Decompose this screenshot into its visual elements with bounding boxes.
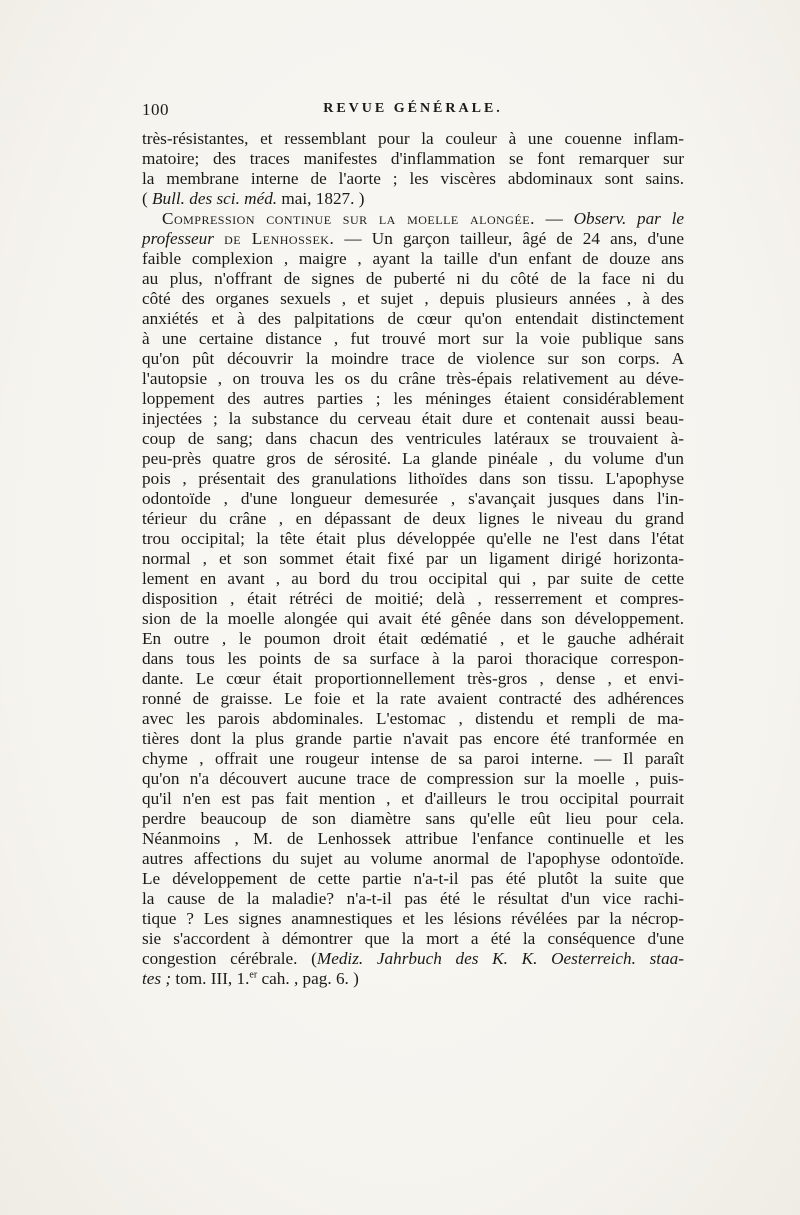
heading-dash: — (534, 209, 574, 228)
text-line: Le développement de cette partie n'a-t-il pas été plutôt la suite que (142, 869, 684, 888)
text-line: faible complexion , maigre , ayant la taille d'un enfant de douze ans (142, 249, 684, 268)
text-line: très-résistantes, et ressemblant pour la couleur à une couenne inflam- (142, 129, 684, 148)
text-line: anxiétés et à des palpitations de cœur qu'on entendait distinctement (142, 309, 684, 328)
section-heading: Compression continue sur la moelle alongée. (162, 209, 535, 228)
text-fragment: congestion cérébrale. ( (142, 949, 317, 968)
text-line: qu'il n'en est pas fait mention , et d'ailleurs le trou occipital pourrait (142, 789, 684, 808)
professor-label: professeur (142, 229, 214, 248)
text-line: Néanmoins , M. de Lenhossek attribue l'enfance continuelle et les (142, 829, 684, 848)
text-line: côté des organes sexuels , et sujet , depuis plusieurs années , à des (142, 289, 684, 308)
text-fragment: — Un garçon tailleur, âgé de 24 ans, d'une (334, 229, 684, 248)
citation-volume: tom. III, 1. (171, 969, 250, 988)
text-line: la membrane interne de l'aorte ; les viscères abdominaux sont sains. (142, 169, 684, 188)
text-line: odontoïde , d'une longueur demesurée , s'avançait jusques dans l'in- (142, 489, 684, 508)
citation-prefix: ( (142, 189, 153, 208)
text-line: sie s'accordent à démontrer que la mort a été la conséquence d'une (142, 929, 684, 948)
citation-page: cah. , pag. 6. ) (257, 969, 359, 988)
text-line: lement en avant , au bord du trou occipital qui , par suite de cette (142, 569, 684, 588)
text-line: autres affections du sujet au volume anormal de l'apophyse odontoïde. (142, 849, 684, 868)
text-line: à une certaine distance , fut trouvé mort sur la voie publique sans (142, 329, 684, 348)
observer-label: Observ. par le (573, 209, 684, 228)
running-head: REVUE GÉNÉRALE. (323, 101, 503, 116)
text-line: trou occipital; la tête était plus développée qu'elle ne l'est dans l'état (142, 529, 684, 548)
text-line: En outre , le poumon droit était œdématié , et le gauche adhérait (142, 629, 684, 648)
text-line: la cause de la maladie? n'a-t-il pas été le résultat d'un vice rachi- (142, 889, 684, 908)
text-line: disposition , était rétréci de moitié; delà , resserrement et compres- (142, 589, 684, 608)
body-text (142, 129, 684, 989)
page-header (142, 100, 684, 124)
section-heading-line (142, 209, 684, 229)
text-line: loppement des autres parties ; les méninges étaient considérablement (142, 389, 684, 408)
text-line: chyme , offrait une rougeur intense de sa paroi interne. — Il paraît (142, 749, 684, 768)
citation-source: Bull. des sci. méd. (152, 189, 278, 208)
citation-line (142, 189, 684, 209)
ordinal-suffix: er (249, 969, 258, 981)
text-line: peu-près quatre gros de sérosité. La glande pinéale , du volume d'un (142, 449, 684, 468)
paragraph-continuation (142, 129, 684, 209)
text-line: qu'on n'a découvert aucune trace de compression sur la moelle , puis- (142, 769, 684, 788)
text-line: avec les parois abdominales. L'estomac , distendu et rempli de ma- (142, 709, 684, 728)
citation-source: Mediz. Jahrbuch des K. K. Oesterreich. staa- (316, 949, 684, 968)
text-line: sion de la moelle alongée qui avait été gênée dans son développement. (142, 609, 684, 628)
text-line: normal , et son sommet était fixé par un ligament dirigé horizonta- (142, 549, 684, 568)
text-line: au plus, n'offrant de signes de puberté ni du côté de la face ni du (142, 269, 684, 288)
paragraph-observation (142, 209, 684, 989)
text-line: qu'on pût découvrir la moindre trace de violence sur son corps. A (142, 349, 684, 368)
text-line: coup de sang; dans chacun des ventricules latéraux se trouvaient à- (142, 429, 684, 448)
text-line: tique ? Les signes anamnestiques et les lésions révélées par la nécrop- (142, 909, 684, 928)
text-line: injectées ; la substance du cerveau était dure et contenait aussi beau- (142, 409, 684, 428)
text-line: perdre beaucoup de son diamètre sans qu'elle eût lieu pour cela. (142, 809, 684, 828)
text-line: ronné de graisse. Le foie et la rate avaient contracté des adhérences (142, 689, 684, 708)
text-line: térieur du crâne , en dépassant de deux lignes le niveau du grand (142, 509, 684, 528)
text-line: matoire; des traces manifestes d'inflammation se font remarquer sur (142, 149, 684, 168)
source-citation-line (142, 949, 684, 969)
source-citation-line (142, 969, 684, 989)
text-line (142, 229, 684, 249)
text-line: l'autopsie , on trouva les os du crâne très-épais relativement au déve- (142, 369, 684, 388)
citation-date: mai, 1827. ) (277, 189, 365, 208)
text-line: pois , présentait des granulations lithoïdes dans son tissu. L'apophyse (142, 469, 684, 488)
text-line: dans tous les points de sa surface à la paroi thoracique correspon- (142, 649, 684, 668)
text-line: tières dont la plus grande partie n'avait pas encore été tranformée en (142, 729, 684, 748)
citation-source-end: tes ; (142, 969, 172, 988)
page-number: 100 (142, 100, 169, 119)
author-name: de Lenhossek. (224, 229, 335, 248)
text-line: dante. Le cœur était proportionnellement très-gros , dense , et envi- (142, 669, 684, 688)
